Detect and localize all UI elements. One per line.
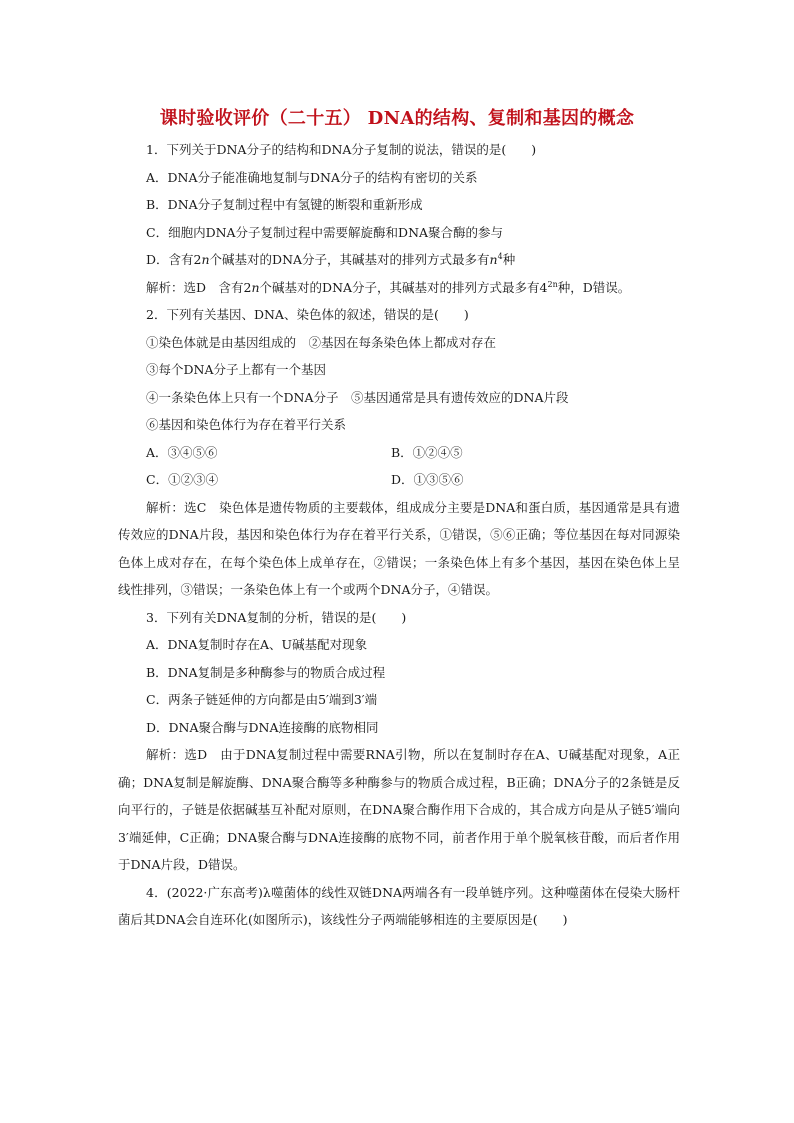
q2-stem: 2．下列有关基因、DNA、染色体的叙述，错误的是( ) bbox=[146, 307, 469, 322]
q1-stem: 1．下列关于DNA分子的结构和DNA分子复制的说法，错误的是( ) bbox=[146, 142, 537, 157]
document-body bbox=[118, 136, 680, 934]
q2-option-d: D．①③⑤⑥ bbox=[391, 472, 464, 487]
q1-analysis: 解析：选D 含有2n个碱基对的DNA分子，其碱基对的排列方式最多有$4^{2n}$种，D错误。 bbox=[146, 279, 631, 295]
q1-option-a: A．DNA分子能准确地复制与DNA分子的结构有密切的关系 bbox=[146, 169, 478, 185]
q1-option-b: B．DNA分子复制过程中有氢键的断裂和重新形成 bbox=[146, 197, 423, 212]
q2-statement: ③每个DNA分子上都有一个基因 bbox=[146, 362, 326, 377]
q3-option-b: B．DNA复制是多种酶参与的物质合成过程 bbox=[146, 664, 386, 680]
q3-option-a: A．DNA复制时存在A、U碱基配对现象 bbox=[146, 637, 368, 652]
q2-analysis: 解析：选C 染色体是遗传物质的主要载体，组成成分主要是DNA和蛋白质，基因通常是具有遗传效应的DNA片段，基因和染色体行为存在着平行关系，①错误，⑤⑥正确；等位基因在每对同源染色体上成对存在，在每个染色体上成单存在，②错误；一条染色体上有多个基因，基因在染色体上呈线性排列，③错误；一条染色体上有一个或两个DNA分子，④错误。 bbox=[118, 499, 680, 597]
q2-options-row bbox=[118, 466, 680, 494]
q3-stem: 3．下列有关DNA复制的分析，错误的是( ) bbox=[146, 609, 407, 625]
q3-option-d: D．DNA聚合酶与DNA连接酶的底物相同 bbox=[146, 719, 379, 735]
q3-option-c: C．两条子链延伸的方向都是由5′端到3′端 bbox=[146, 692, 378, 707]
q1-option-d: D．含有2n个碱基对的DNA分子，其碱基对的排列方式最多有$n^4$种 bbox=[146, 251, 516, 267]
q2-option-b: B．①②④⑤ bbox=[391, 444, 463, 460]
q2-options-row bbox=[118, 439, 680, 467]
q2-statement: ④一条染色体上只有一个DNA分子 ⑤基因通常是具有遗传效应的DNA片段 bbox=[146, 389, 569, 405]
q2-option-c: C．①②③④ bbox=[146, 472, 219, 487]
page-title: 课时验收评价（二十五） DNA的结构、复制和基因的概念 bbox=[159, 108, 635, 129]
q4-stem: 4．(2022·广东高考)λ噬菌体的线性双链DNA两端各有一段单链序列。这种噬菌体在侵染大肠杆菌后其DNA会自连环化(如图所示)，该线性分子两端能够相连的主要原因是( ) bbox=[118, 884, 680, 927]
q1-option-c: C．细胞内DNA分子复制过程中需要解旋酶和DNA聚合酶的参与 bbox=[146, 224, 504, 240]
q2-option-a: A．③④⑤⑥ bbox=[146, 444, 218, 460]
q2-statement: ①染色体就是由基因组成的 ②基因在每条染色体上都成对存在 bbox=[146, 334, 497, 350]
q2-statement: ⑥基因和染色体行为存在着平行关系 bbox=[146, 417, 347, 432]
q3-analysis: 解析：选D 由于DNA复制过程中需要RNA引物，所以在复制时存在A、U碱基配对现象，A正确；DNA复制是解旋酶、DNA聚合酶等多种酶参与的物质合成过程，B正确；DNA分子的2条链是反向平行的，子链是依据碱基互补配对原则，在DNA聚合酶作用下合成的，其合成方向是从子链5′端向3′端延伸，C正确；DNA聚合酶与DNA连接酶的底物不同，前者作用于单个脱氧核苷酸，而后者作用于DNA片段，D错误。 bbox=[118, 747, 680, 872]
